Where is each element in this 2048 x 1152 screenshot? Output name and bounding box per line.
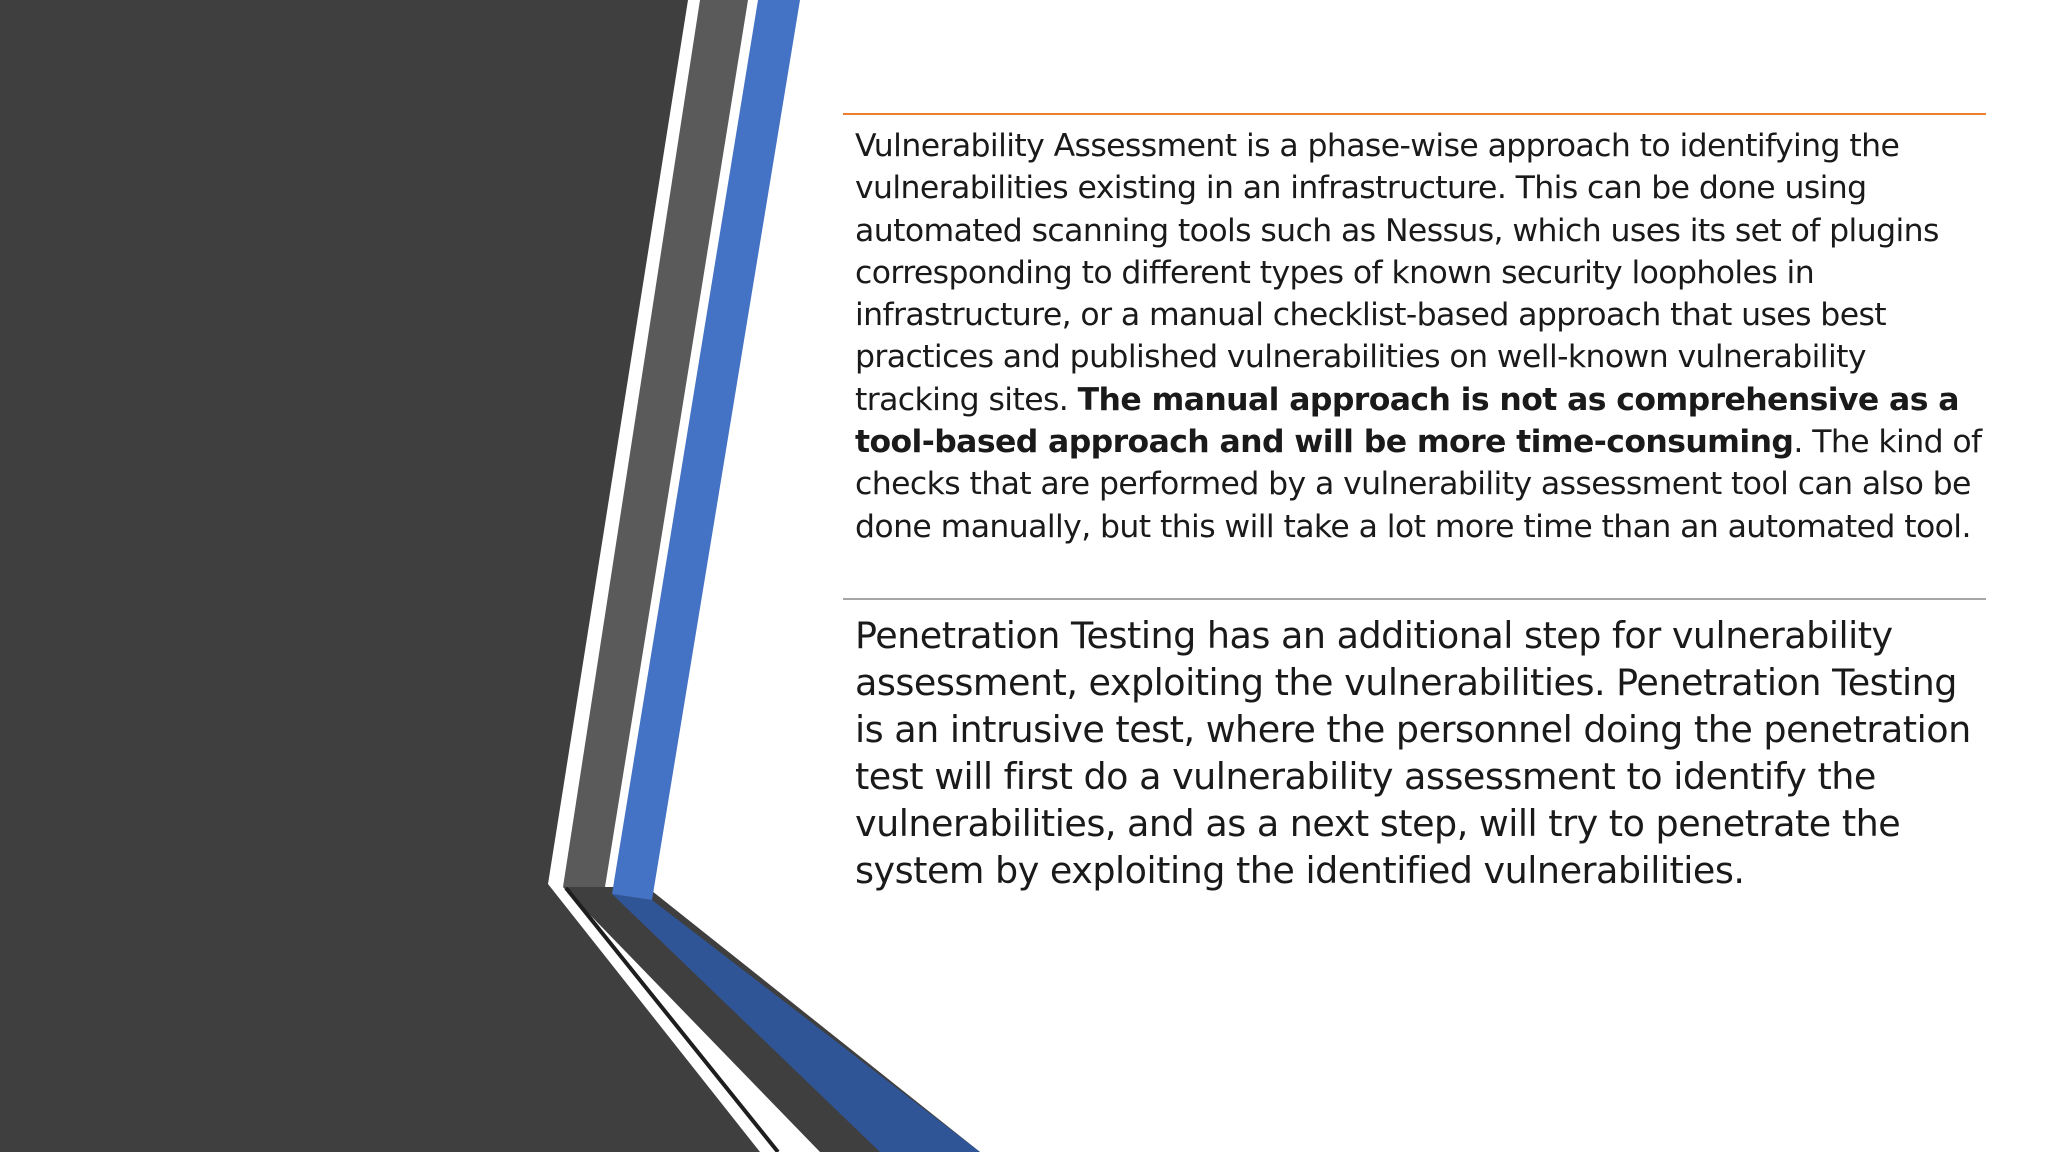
paragraph1-text: Vulnerability Assessment is a phase-wise approach to identifying the vulnerabilities existing in an infrastructure. This can be done using automated scanning tools such as Nessus, which uses its set of plugins corresponding to different types of known security loopholes in infrastructure, or a manual checklist-based approach that uses best practices and published vulnerabilities on well-known vulnerability tracking sites.: [855, 128, 1939, 418]
vulnerability-assessment-paragraph: [843, 115, 1986, 548]
penetration-testing-paragraph: Penetration Testing has an additional step for vulnerability assessment, exploiting the vulnerabilities. Penetration Testing is an intrusive test, where the personnel doing the penetration test will first do a vulnerability assessment to identify the vulnerabilities, and as a next step, will try to penetrate the system by exploiting the identified vulnerabilities.: [855, 613, 1971, 892]
paragraph1-text-end: . The kind of checks that are performed by a vulnerability assessment tool can also be done manually, but this will take a lot more time than an automated tool.: [855, 424, 1982, 545]
paragraph1-bold-text: The manual approach is not as comprehensive as a tool-based approach and will be more time-consuming: [855, 381, 1959, 461]
text-content: [843, 113, 1986, 894]
